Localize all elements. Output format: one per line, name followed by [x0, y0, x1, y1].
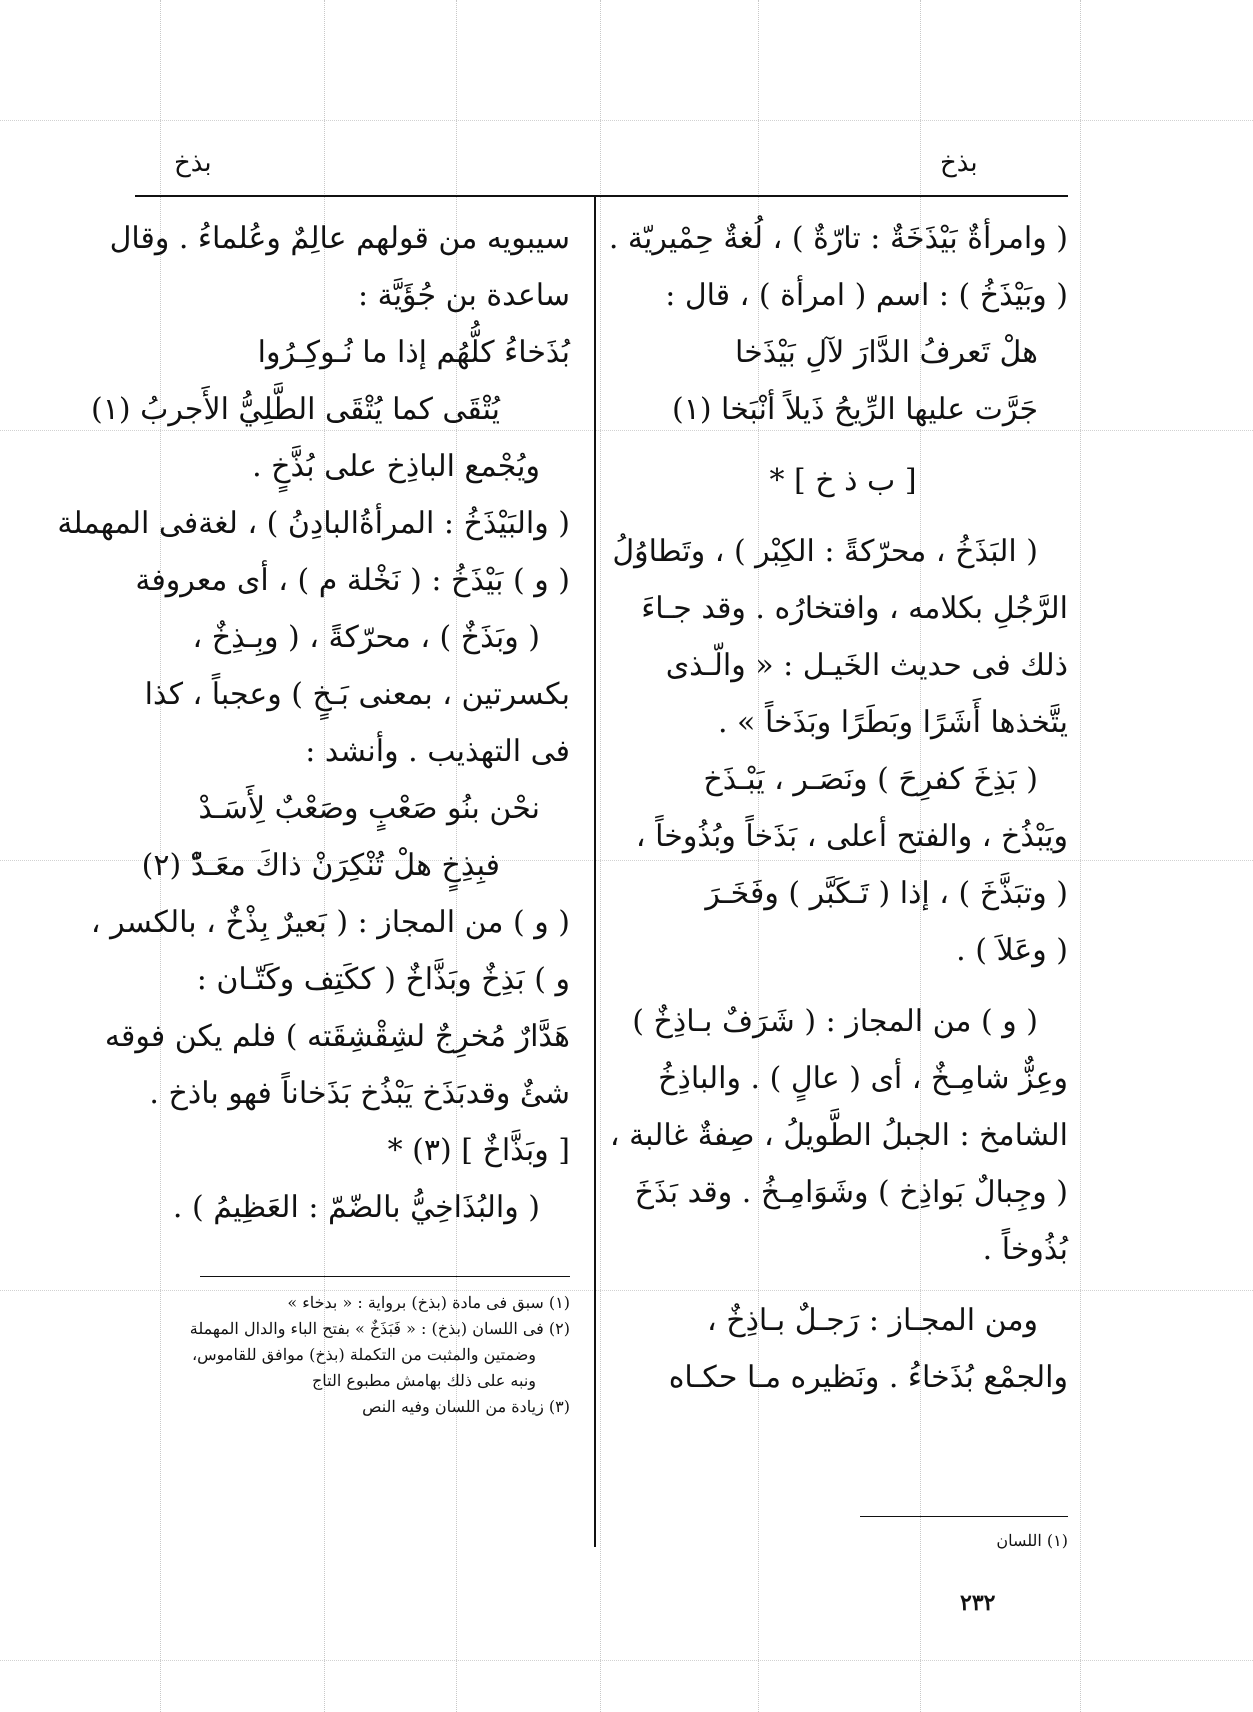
right-column — [608, 210, 1068, 1406]
text-line: و ) بَذِخٌ وبَذَّاخٌ ( ككَتِف وكَتّـان : — [196, 962, 570, 997]
text-line: هَدَّارٌ مُخرِجٌ لشِقْشِقَته ) فلم يكن فوقه — [104, 1019, 570, 1054]
text-line: [ وبَذَّاخٌ ] (٣) * — [387, 1133, 570, 1168]
text-line: ومن المجـاز : رَجـلٌ بـاذِخٌ ، — [706, 1303, 1038, 1338]
footnotes-left — [130, 1290, 570, 1420]
footnotes-right — [760, 1528, 1068, 1554]
running-header-left: بذخ — [174, 148, 212, 178]
footnote: ونبه على ذلك بهامش مطبوع التاج — [311, 1371, 536, 1390]
text-line: ( وجِبالٌ بَواذِخ ) وشَوَامِـخُ . وقد بَذَخَ — [634, 1175, 1068, 1210]
text-line: والجمْع بُذَخاءُ . ونَظيره مـا حكـاه — [668, 1360, 1068, 1395]
verse-line: فبِذِخٍ هلْ تُنْكِرَنْ ذاكَ معَـدّْ (٢) — [141, 848, 500, 883]
text-line: ويَبْذُخ ، والفتح أعلى ، بَذَخاً وبُذُوخاً ، — [635, 819, 1068, 854]
footnote: وضمتين والمثبت من التكملة (بذخ) موافق للقاموس، — [191, 1345, 536, 1364]
verse-line: بُذَخاءُ كلُّهُم إذا ما نُـوكِـرُوا — [257, 335, 570, 370]
text-line: ذلك فى حديث الخَيـل : « والّـذى — [665, 648, 1068, 683]
text-line: ( وبَيْذَخُ ) : اسم ( امرأة ) ، قال : — [665, 278, 1068, 313]
footnote: (٢) فى اللسان (بذخ) : « فَبَذَخٌ » بفتح الباء والدال المهملة — [189, 1319, 570, 1338]
text-line: ( والبُذَاخِيُّ بالضّمّ : العَظِيمُ ) . — [172, 1190, 540, 1225]
text-line: ( وبَذَخٌ ) ، محرّكةً ، ( وبِـذِخٌ ، — [192, 620, 540, 655]
text-line: بكسرتين ، بمعنى بَـخٍ ) وعجباً ، كذا — [144, 677, 570, 712]
text-line: فى التهذيب . وأنشد : — [305, 734, 570, 769]
verse-line: نحْن بنُو صَعْبٍ وصَعْبٌ لِأَسَـدْ — [198, 791, 540, 826]
text-line: شئٌ وقدبَذَخ يَبْذُخ بَذَخاناً فهو باذخ . — [149, 1076, 570, 1111]
text-line: ( بَذِخَ كفرِحَ ) ونَصَـر ، يَبْـذَخ — [703, 762, 1038, 797]
verse-line: جَرَّت عليها الرِّيحُ ذَيلاً أنْبَخا (١) — [671, 392, 1038, 427]
verse-line: هلْ تَعرفُ الدَّارَ لآلِ بَيْذَخا — [735, 335, 1038, 370]
text-line: ( وتبَذَّخَ ) ، إذا ( تَـكَبَّر ) وفَخَـرَ — [705, 876, 1068, 911]
text-line: ( و ) من المجاز : ( بَعيرٌ بِذْخٌ ، بالكسر ، — [90, 905, 570, 940]
scan-guide-line — [600, 0, 601, 1712]
footnote: (١) سبق فى مادة (بذخ) برواية : « بدخاء » — [287, 1293, 570, 1312]
footnote: (٣) زيادة من اللسان وفيه النص — [362, 1397, 570, 1416]
running-header-right: بذخ — [940, 148, 978, 178]
scan-guide-line — [1080, 0, 1081, 1712]
text-line: ساعدة بن جُؤَيَّة : — [357, 278, 570, 313]
text-line: ويُجْمع الباذِخ على بُذَّخٍ . — [252, 449, 540, 484]
text-line: يتَّخذها أَشَرًا وبَطَرًا وبَذَخاً » . — [717, 705, 1068, 740]
text-line: وعِزٌّ شامِـخٌ ، أى ( عالٍ ) . والباذِخُ — [658, 1061, 1068, 1096]
verse-line: يُتْقَى كما يُتْقَى الطَّلِيُّ الأَجربُ (١) — [91, 392, 500, 427]
text-line: ( وامرأةٌ بَيْذَخَةٌ : تارّةٌ ) ، لُغةٌ حِمْيريّة . — [608, 221, 1068, 256]
page-number: ٢٣٢ — [960, 1590, 996, 1616]
text-line: الرَّجُلِ بكلامه ، وافتخارُه . وقد جـاءَ — [641, 591, 1068, 626]
text-line: الشامخ : الجبلُ الطَّويلُ ، صِفةٌ غالبة ، — [609, 1118, 1068, 1153]
column-divider — [594, 197, 596, 1547]
scan-guide-line — [0, 120, 1253, 121]
footnote-rule-left — [200, 1276, 570, 1277]
text-line: ( البَذَخُ ، محرّكةً : الكِبْر ) ، وتَطاوُلُ — [612, 534, 1038, 569]
header-rule — [135, 195, 1068, 197]
scan-guide-line — [0, 1660, 1253, 1661]
footnote: (١) اللسان — [996, 1531, 1068, 1550]
left-column — [57, 210, 570, 1236]
text-line: ( والبَيْذَخُ : المرأةُالبادِنُ ) ، لغةفى المهملة — [57, 506, 570, 541]
text-line: ( وعَلاَ ) . — [956, 933, 1068, 968]
text-line: بُذُوخاً . — [982, 1232, 1068, 1267]
footnote-rule-right — [860, 1516, 1068, 1517]
text-line: ( و ) من المجاز : ( شَرَفٌ بـاذِخٌ ) — [632, 1004, 1038, 1039]
text-line: سيبويه من قولهم عالِمٌ وعُلماءُ . وقال — [109, 221, 570, 256]
root-heading: [ ب ذ خ ] * — [769, 463, 917, 498]
text-line: ( و ) بَيْذَخُ : ( نَخْلة م ) ، أى معروفة — [135, 563, 570, 598]
